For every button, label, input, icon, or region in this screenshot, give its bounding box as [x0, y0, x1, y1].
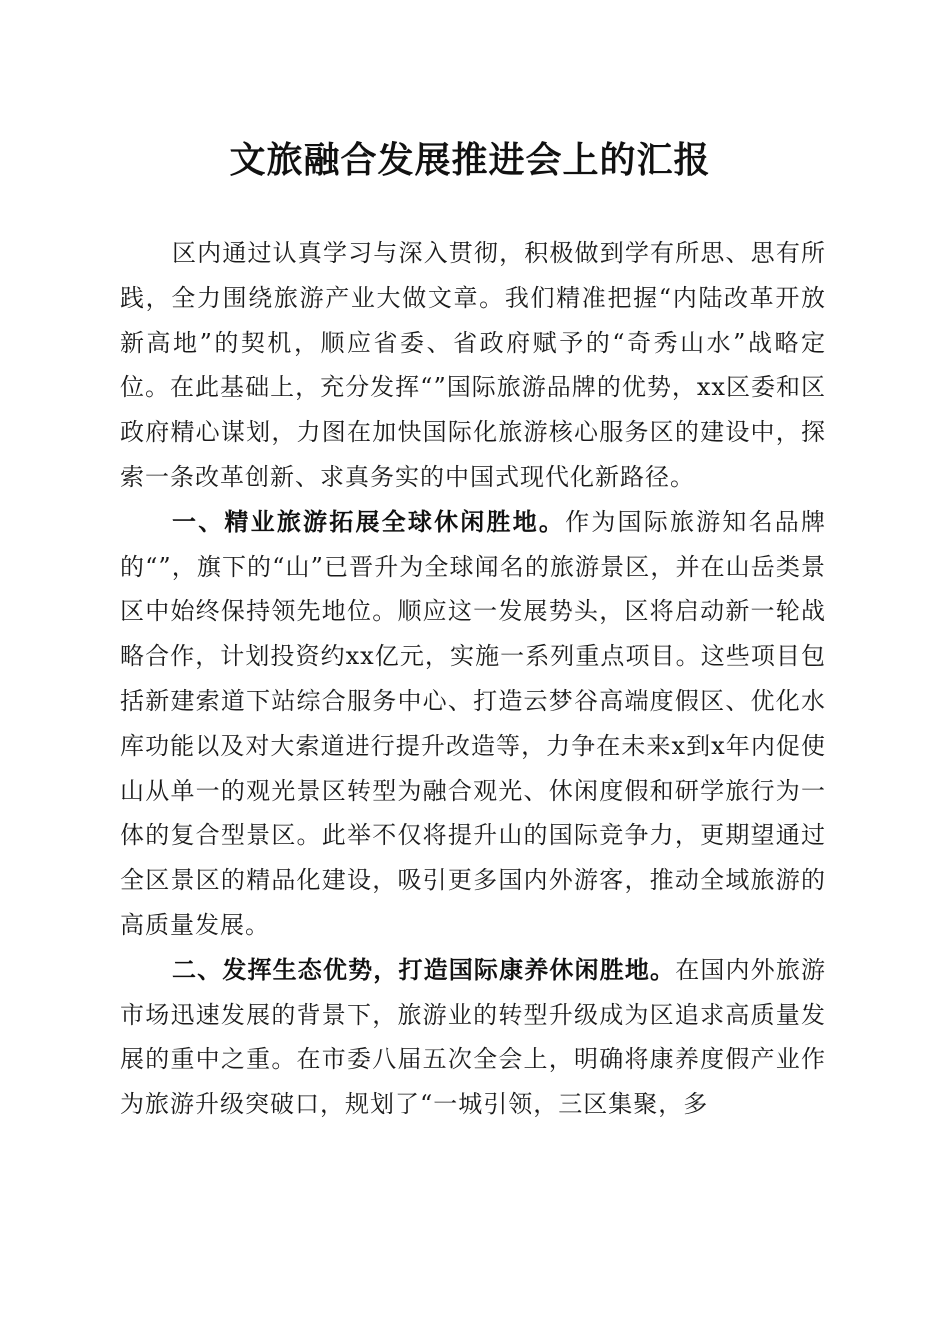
- paragraph-text: 区内通过认真学习与深入贯彻，积极做到学有所思、思有所践，全力围绕旅游产业大做文章。我们精准把握“内陆改革开放新高地”的契机，顺应省委、省政府赋予的“奇秀山水”战略定位。在此基础上，充分发挥“”国际旅游品牌的优势，xx区委和区政府精心谋划，力图在加快国际化旅游核心服务区的建设中，探索一条改革创新、求真务实的中国式现代化新路径。: [120, 239, 826, 491]
- document-title: 文旅融合发展推进会上的汇报: [229, 139, 711, 181]
- paragraph-text: 在国内外旅游市场迅速发展的背景下，旅游业的转型升级成为区追求高质量发展的重中之重。在市委八届五次全会上，明确将康养度假产业作为旅游升级突破口，规划了“一城引领，三区集聚，多: [120, 955, 827, 1119]
- paragraph-text: 作为国际旅游知名品牌的“”，旗下的“山”已晋升为全球闻名的旅游景区，并在山岳类景区中始终保持领先地位。顺应这一发展势头，区将启动新一轮战略合作，计划投资约xx亿元，实施一系列重点项目。这些项目包括新建索道下站综合服务中心、打造云梦谷高端度假区、优化水库功能以及对大索道进行提升改造等，力争在未来x到x年内促使山从单一的观光景区转型为融合观光、休闲度假和研学旅行为一体的复合型景区。此举不仅将提升山的国际竞争力，更期望通过全区景区的精品化建设，吸引更多国内外游客，推动全域旅游的高质量发展。: [120, 507, 826, 939]
- paragraph-section-2: [120, 948, 826, 1127]
- section-heading-1: 一、精业旅游拓展全球休闲胜地。: [172, 507, 566, 536]
- section-heading-2: 二、发挥生态优势，打造国际康养休闲胜地。: [172, 955, 676, 984]
- paragraph-intro: [120, 231, 826, 500]
- paragraph-section-1: [120, 500, 826, 948]
- document-body: [120, 231, 826, 1127]
